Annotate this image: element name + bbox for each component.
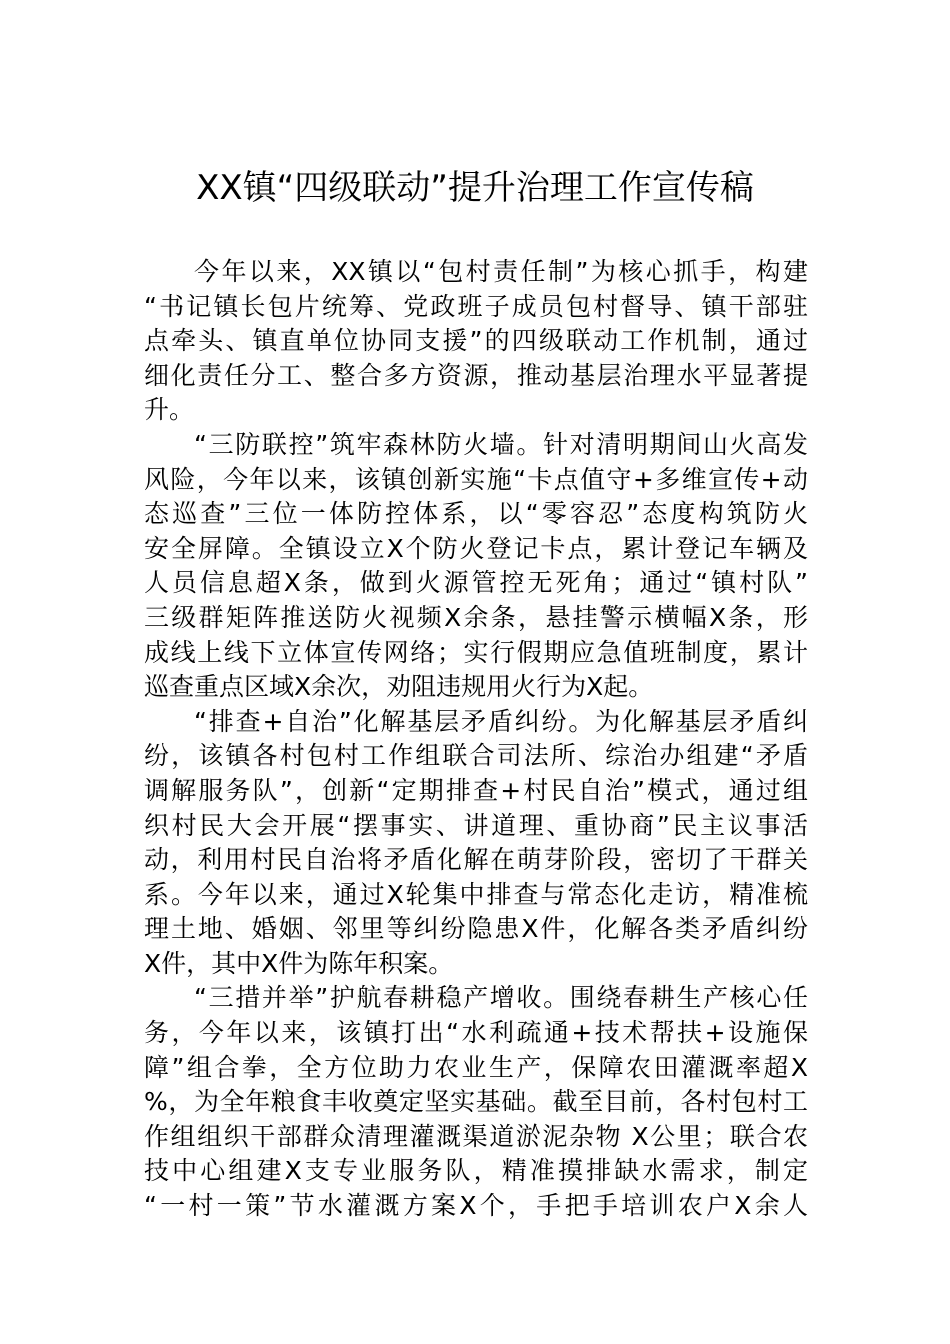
text-line: 细化责任分工、整合多方资源，推动基层治理水平显著提	[144, 360, 808, 390]
text-line: 动，利用村民自治将矛盾化解在萌芽阶段，密切了干群关	[144, 845, 808, 875]
text-line: “排查+自治”化解基层矛盾纠纷。为化解基层矛盾纠	[194, 706, 808, 736]
text-line: 织村民大会开展“摆事实、讲道理、重协商”民主议事活	[144, 810, 808, 840]
text-line: 务，今年以来，该镇打出“水利疏通+技术帮扶+设施保	[144, 1018, 808, 1048]
text-line: 障”组合拳，全方位助力农业生产，保障农田灌溉率超X	[144, 1052, 808, 1082]
text-line: 调解服务队”，创新“定期排查+村民自治”模式，通过组	[144, 775, 808, 805]
text-line: 安全屏障。全镇设立X个防火登记卡点，累计登记车辆及	[144, 533, 808, 563]
text-line: 技中心组建X支专业服务队，精准摸排缺水需求，制定	[144, 1156, 808, 1186]
text-line: “三措并举”护航春耕稳产增收。围绕春耕生产核心任	[194, 983, 808, 1013]
text-line: 态巡查”三位一体防控体系，以“零容忍”态度构筑防火	[144, 499, 808, 529]
text-line: 升。	[144, 395, 195, 425]
text-line: 点牵头、镇直单位协同支援”的四级联动工作机制，通过	[144, 326, 808, 356]
text-line: “三防联控”筑牢森林防火墙。针对清明期间山火高发	[194, 429, 808, 459]
text-line: 作组组织干部群众清理灌溉渠道淤泥杂物 X公里；联合农	[144, 1121, 808, 1151]
text-line: 成线上线下立体宣传网络；实行假期应急值班制度，累计	[144, 637, 808, 667]
text-line: 纷，该镇各村包村工作组联合司法所、综治办组建“矛盾	[144, 741, 808, 771]
document-body	[144, 255, 808, 1224]
text-line: “书记镇长包片统筹、党政班子成员包村督导、镇干部驻	[144, 291, 808, 321]
text-line: 理土地、婚姻、邻里等纠纷隐患X件，化解各类矛盾纠纷	[144, 914, 808, 944]
text-line: 巡查重点区域X余次，劝阻违规用火行为X起。	[144, 672, 654, 702]
text-line: 今年以来，XX镇以“包村责任制”为核心抓手，构建	[194, 257, 808, 286]
text-line: 三级群矩阵推送防火视频X余条，悬挂警示横幅X条，形	[144, 602, 808, 632]
text-line: “一村一策”节水灌溉方案X个，手把手培训农户X余人	[144, 1191, 808, 1221]
text-line: %，为全年粮食丰收奠定坚实基础。截至目前，各村包村工	[144, 1087, 808, 1117]
text-line: 人员信息超X条，做到火源管控无死角；通过“镇村队”	[144, 568, 808, 598]
text-line: X件，其中X件为陈年积案。	[144, 948, 454, 978]
text-line: 风险，今年以来，该镇创新实施“卡点值守+多维宣传+动	[144, 464, 808, 494]
text-line: 系。今年以来，通过X轮集中排查与常态化走访，精准梳	[144, 879, 808, 909]
document-title: XX镇“四级联动”提升治理工作宣传稿	[196, 168, 754, 208]
